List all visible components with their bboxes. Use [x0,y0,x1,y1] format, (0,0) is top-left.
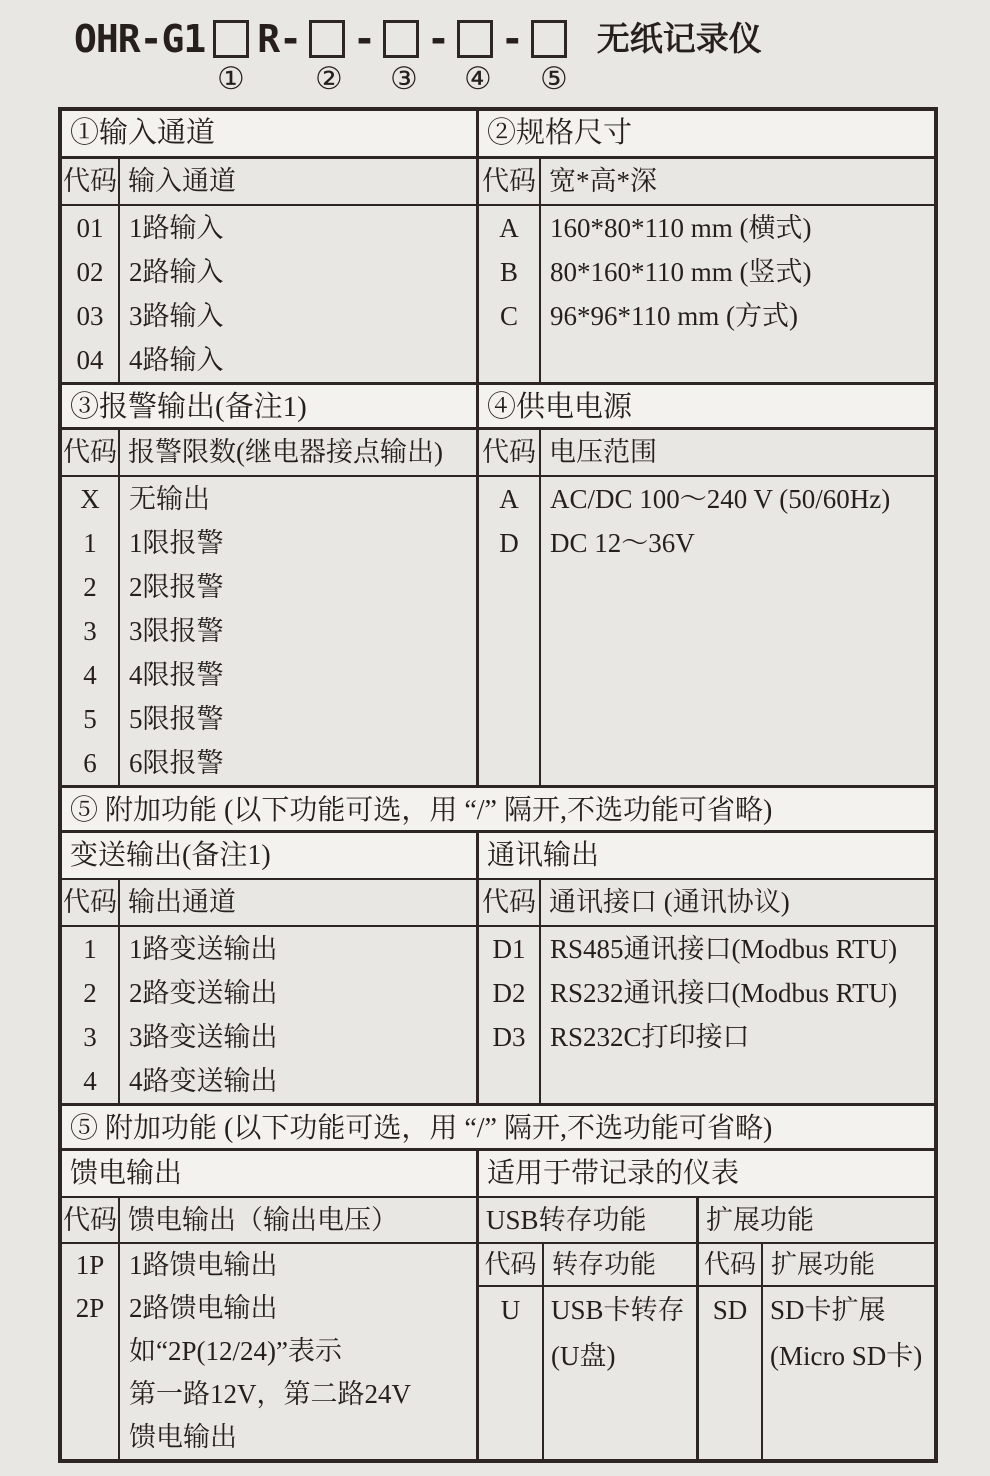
desc-column-header: 馈电输出（输出电压） [128,1205,398,1235]
data-area [62,477,476,785]
desc-cell: 80*160*110 mm (竖式) [550,257,812,287]
desc-cell: RS485通讯接口(Modbus RTU) [550,934,898,964]
model-segment-r: R- [257,17,302,61]
code-column [479,1287,544,1459]
desc-cell: 3路变送输出 [129,1022,278,1052]
section-3-4-body [62,430,934,785]
code-column [62,927,120,1103]
section-1-2-body [62,159,934,382]
communication-output-title: 通讯输出 [479,833,934,880]
code-column-header: 代码 [62,1198,120,1242]
position-marker-2: ② [315,61,343,96]
desc-cell: 160*80*110 mm (横式) [550,213,812,243]
desc-column-header: 电压范围 [549,437,657,467]
code-column [479,206,541,382]
code-cell: A [499,213,519,243]
desc-cell: 无输出 [129,484,210,514]
sd-expansion-title: 扩展功能 [699,1198,934,1244]
desc-cell: USB卡转存 [551,1295,685,1325]
desc-column [120,1244,476,1459]
code-cell: 1P [75,1250,105,1280]
column-header-row [479,430,934,477]
model-slot-4 [457,20,493,58]
desc-cell: AC/DC 100～240 V (50/60Hz) [550,484,891,514]
note-line: 馈电输出 [129,1422,237,1452]
code-cell: 04 [76,345,104,375]
code-column [62,1244,120,1459]
column-header-row [62,880,476,927]
data-area [699,1287,934,1459]
section-3-4-header-row [62,382,934,430]
code-cell: U [500,1295,521,1325]
desc-column-header: 报警限数(继电器接点输出) [128,437,443,467]
data-area [479,927,934,1103]
section-5a-body [62,833,934,1103]
code-column-header: 代码 [699,1244,763,1285]
desc-cell: 2路馈电输出 [129,1293,278,1323]
position-marker-4: ④ [464,61,492,96]
column-header-row [479,159,934,206]
desc-cell: 6限报警 [129,748,224,778]
dimension-subtable [479,159,934,382]
desc-cell: 1路变送输出 [129,934,278,964]
code-cell: 6 [83,748,97,778]
desc-cell: 3限报警 [129,616,224,646]
model-selection-table [58,107,938,1463]
loop-power-output-subtable [62,1151,479,1459]
section-3-header: ③报警输出(备注1) [62,385,479,427]
sd-expansion-subtable [699,1198,934,1459]
code-cell: D1 [492,934,526,964]
model-slot-1 [213,20,249,58]
desc-column [544,1287,696,1459]
column-header-row [62,1198,476,1244]
data-area [479,206,934,382]
model-slot-2 [309,20,345,58]
code-cell: 3 [83,1022,97,1052]
column-header-row [479,1244,696,1287]
model-designation [74,16,762,62]
desc-cell: 2限报警 [129,572,224,602]
loop-power-output-title: 馈电输出 [62,1151,476,1198]
input-channel-subtable [62,159,479,382]
desc-cell: 96*96*110 mm (方式) [550,301,798,331]
code-column-header: 代码 [62,880,120,925]
code-cell: 02 [76,257,104,287]
usb-transfer-title: USB转存功能 [479,1198,696,1244]
code-cell: 1 [83,528,97,558]
code-cell: X [80,484,100,514]
section-1-2-header-row [62,111,934,159]
code-cell: 3 [83,616,97,646]
code-column [62,477,120,785]
code-column-header: 代码 [62,430,120,475]
desc-cell: 2路变送输出 [129,978,278,1008]
data-area [479,477,934,785]
model-dash-3: - [500,17,523,61]
position-marker-3: ③ [390,61,418,96]
model-prefix: OHR-G1 [74,17,206,61]
code-column-header: 代码 [479,159,541,204]
code-column-header: 代码 [479,430,541,475]
desc-cell: 2路输入 [129,257,224,287]
code-column [699,1287,763,1459]
code-column [479,477,541,785]
desc-cell: 4路输入 [129,345,224,375]
desc-column-header: 通讯接口 (通讯协议) [549,887,790,917]
retransmission-output-subtable [62,833,479,1103]
code-cell: 1 [83,934,97,964]
code-cell: 01 [76,213,104,243]
desc-cell: 4路变送输出 [129,1066,278,1096]
desc-cell: 4限报警 [129,660,224,690]
desc-cell: 3路输入 [129,301,224,331]
desc-cell: RS232通讯接口(Modbus RTU) [550,978,898,1008]
data-area [62,206,476,382]
desc-cell: (Micro SD卡) [770,1341,923,1371]
code-cell: 2P [75,1293,105,1323]
data-area [62,1244,476,1459]
power-supply-subtable [479,430,934,785]
code-cell: 5 [83,704,97,734]
desc-column-header: 宽*高*深 [549,166,657,196]
code-cell: 2 [83,978,97,1008]
column-header-row [62,159,476,206]
desc-cell: 1限报警 [129,528,224,558]
communication-output-subtable [479,833,934,1103]
code-cell: 2 [83,572,97,602]
position-marker-5: ⑤ [540,61,568,96]
code-cell: 4 [83,660,97,690]
code-cell: D2 [492,978,526,1008]
desc-column [120,927,476,1103]
desc-cell: (U盘) [551,1341,616,1371]
usb-sd-subtables [479,1198,934,1459]
section-1-header: ①输入通道 [62,111,479,156]
section-5b-header: ⑤ 附加功能 (以下功能可选，用 “/” 隔开,不选功能可省略) [62,1103,934,1151]
code-column-header: 代码 [62,159,120,204]
column-header-row [62,430,476,477]
code-column [479,927,541,1103]
model-slot-3 [383,20,419,58]
product-name: 无纸记录仪 [596,20,762,57]
code-column [62,206,120,382]
recording-options-subtable [479,1151,934,1459]
code-cell: SD [712,1295,748,1325]
desc-column-header: 转存功能 [552,1250,657,1279]
data-area [479,1287,696,1459]
note-line: 第一路12V，第二路24V [129,1379,411,1409]
code-cell: A [499,484,519,514]
model-dash-2: - [426,17,449,61]
desc-cell: DC 12～36V [550,528,695,558]
desc-column [541,477,934,785]
desc-cell: RS232C打印接口 [550,1022,750,1052]
code-cell: B [499,257,518,287]
code-cell: D [499,528,519,558]
data-area [62,927,476,1103]
usb-transfer-subtable [479,1198,699,1459]
section-5b-body [62,1151,934,1459]
section-2-header: ②规格尺寸 [487,117,633,149]
model-slot-5 [531,20,567,58]
section-4-header: ④供电电源 [487,391,633,423]
code-column-header: 代码 [479,1244,544,1285]
section-5a-header: ⑤ 附加功能 (以下功能可选，用 “/” 隔开,不选功能可省略) [62,785,934,833]
desc-cell: 1路输入 [129,213,224,243]
recording-instrument-title: 适用于带记录的仪表 [479,1151,934,1198]
desc-column [763,1287,934,1459]
desc-cell: 1路馈电输出 [129,1250,278,1280]
alarm-output-subtable [62,430,479,785]
note-line: 如“2P(12/24)”表示 [129,1336,342,1366]
desc-column [541,206,934,382]
column-header-row [699,1244,934,1287]
desc-column [120,477,476,785]
retransmission-output-title: 变送输出(备注1) [62,833,476,880]
code-column-header: 代码 [479,880,541,925]
desc-cell: SD卡扩展 [770,1295,886,1325]
desc-column-header: 输出通道 [128,887,236,917]
desc-column [541,927,934,1103]
code-cell: 4 [83,1066,97,1096]
code-cell: 03 [76,301,104,331]
column-header-row [479,880,934,927]
code-cell: C [499,301,518,331]
desc-column-header: 扩展功能 [771,1250,876,1279]
desc-column [120,206,476,382]
code-cell: D3 [492,1022,526,1052]
desc-column-header: 输入通道 [128,166,236,196]
position-marker-1: ① [217,61,245,96]
model-dash-1: - [353,17,375,61]
desc-cell: 5限报警 [129,704,224,734]
